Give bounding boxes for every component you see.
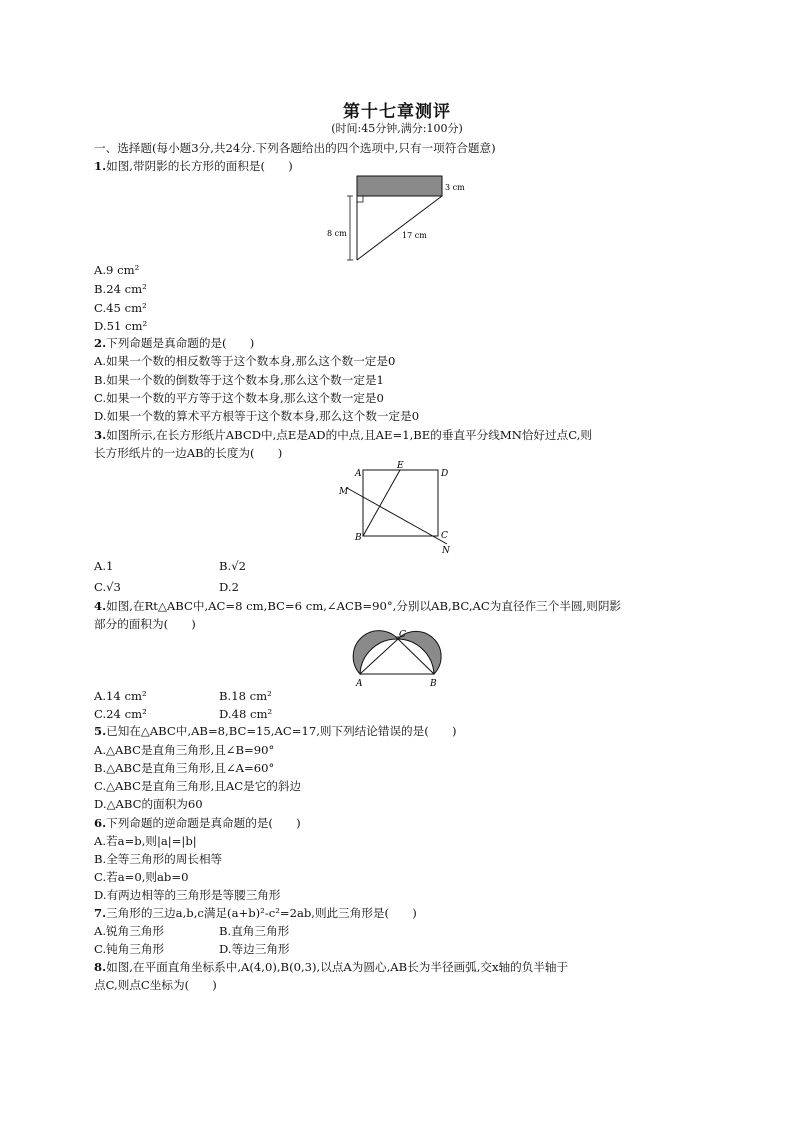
q6-option-a[interactable]: A.若a=b,则|a|=|b| (94, 834, 197, 848)
q3-figure (333, 458, 463, 558)
question-stem: 下列命题是真命题的是( ) (106, 336, 255, 350)
question-3-cont: 长方形纸片的一边AB的长度为( ) (94, 446, 283, 460)
q1-option-c[interactable]: C.45 cm² (94, 301, 147, 315)
question-3 (94, 426, 592, 444)
question-number: 8. (94, 960, 107, 974)
q1-option-d[interactable]: D.51 cm² (94, 319, 148, 333)
q3-option-b[interactable]: B.√2 (219, 559, 246, 573)
right-angle-mark (357, 196, 363, 202)
q2-option-c[interactable]: C.如果一个数的平方等于这个数本身,那么这个数一定是0 (94, 391, 384, 405)
q6-option-b[interactable]: B.全等三角形的周长相等 (94, 852, 223, 866)
label-N: N (442, 546, 450, 556)
page-title: 第十七章测评 (343, 102, 451, 122)
question-stem: 三角形的三边a,b,c满足(a+b)²-c²=2ab,则此三角形是( ) (106, 906, 417, 920)
question-5 (94, 722, 456, 740)
label-E: E (397, 461, 404, 471)
q3-option-d[interactable]: D.2 (219, 580, 239, 594)
question-stem: 已知在△ABC中,AB=8,BC=15,AC=17,则下列结论错误的是( ) (106, 724, 457, 738)
q4-option-c[interactable]: C.24 cm² (94, 707, 147, 721)
page-subtitle: (时间:45分钟,满分:100分) (331, 122, 463, 135)
question-number: 5. (94, 724, 107, 738)
q7-option-c[interactable]: C.钝角三角形 (94, 942, 165, 956)
q2-option-b[interactable]: B.如果一个数的倒数等于这个数本身,那么这个数一定是1 (94, 373, 384, 387)
question-4 (94, 597, 621, 615)
question-6 (94, 814, 301, 832)
question-number: 2. (94, 336, 107, 350)
label-3cm: 3 cm (445, 183, 465, 192)
label-B: B (355, 533, 362, 543)
q2-option-d[interactable]: D.如果一个数的算术平方根等于这个数本身,那么这个数一定是0 (94, 409, 420, 423)
label-M: M (339, 487, 349, 497)
question-8-cont: 点C,则点C坐标为( ) (94, 978, 217, 992)
label-A: A (356, 679, 363, 688)
label-A: A (355, 469, 362, 479)
question-1 (94, 157, 293, 175)
question-number: 4. (94, 599, 107, 613)
q4-option-a[interactable]: A.14 cm² (94, 689, 147, 703)
label-C: C (441, 531, 448, 541)
shaded-rectangle (357, 176, 442, 196)
q5-option-b[interactable]: B.△ABC是直角三角形,且∠A=60° (94, 761, 275, 775)
q7-option-a[interactable]: A.锐角三角形 (94, 924, 165, 938)
question-number: 3. (94, 428, 107, 442)
label-D: D (441, 469, 449, 479)
q6-option-c[interactable]: C.若a=0,则ab=0 (94, 870, 189, 884)
label-C: C (399, 630, 406, 640)
question-number: 1. (94, 159, 107, 173)
label-B: B (430, 679, 437, 688)
section-heading: 一、选择题(每小题3分,共24分.下列各题给出的四个选项中,只有一项符合题意) (94, 141, 496, 155)
question-stem: 如图所示,在长方形纸片ABCD中,点E是AD的中点,且AE=1,BE的垂直平分线MN恰好过点C,则 (106, 428, 592, 442)
question-stem: 下列命题的逆命题是真命题的是( ) (106, 816, 301, 830)
q3-option-c[interactable]: C.√3 (94, 580, 121, 594)
q2-option-a[interactable]: A.如果一个数的相反数等于这个数本身,那么这个数一定是0 (94, 354, 396, 368)
question-7 (94, 904, 417, 922)
question-number: 7. (94, 906, 107, 920)
q1-option-b[interactable]: B.24 cm² (94, 282, 147, 296)
q1-figure (320, 172, 480, 266)
question-stem: 如图,带阴影的长方形的面积是( ) (106, 159, 293, 173)
q3-option-a[interactable]: A.1 (94, 559, 114, 573)
triangle-hypotenuse (357, 196, 442, 260)
question-stem: 如图,在Rt△ABC中,AC=8 cm,BC=6 cm,∠ACB=90°,分别以AB,BC,AC为直径作三个半圆,则阴影 (106, 599, 622, 613)
question-number: 6. (94, 816, 107, 830)
question-4-cont: 部分的面积为( ) (94, 617, 196, 631)
label-8cm: 8 cm (327, 229, 347, 238)
q4-option-d[interactable]: D.48 cm² (219, 707, 273, 721)
q5-option-a[interactable]: A.△ABC是直角三角形,且∠B=90° (94, 743, 275, 757)
question-2 (94, 334, 254, 352)
q4-figure (352, 628, 442, 688)
question-8 (94, 958, 568, 976)
q4-option-b[interactable]: B.18 cm² (219, 689, 272, 703)
q7-option-d[interactable]: D.等边三角形 (219, 942, 290, 956)
label-17cm: 17 cm (402, 231, 427, 240)
q5-option-c[interactable]: C.△ABC是直角三角形,且AC是它的斜边 (94, 779, 302, 793)
q6-option-d[interactable]: D.有两边相等的三角形是等腰三角形 (94, 888, 281, 902)
q5-option-d[interactable]: D.△ABC的面积为60 (94, 797, 203, 811)
segment-be (363, 470, 400, 536)
q1-option-a[interactable]: A.9 cm² (94, 263, 140, 277)
q7-option-b[interactable]: B.直角三角形 (219, 924, 290, 938)
question-stem: 如图,在平面直角坐标系中,A(4,0),B(0,3),以点A为圆心,AB长为半径画弧,交x轴的负半轴于 (106, 960, 569, 974)
